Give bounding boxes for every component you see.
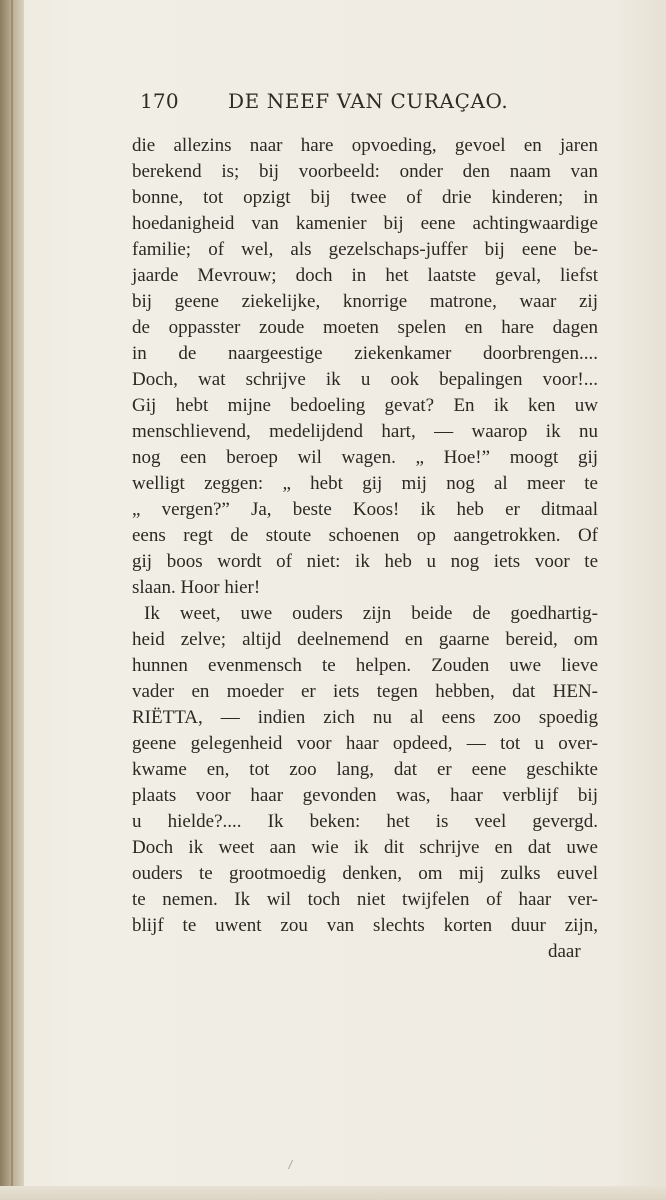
running-header — [140, 89, 510, 119]
text-line: te nemen. Ik wil toch niet twijfelen of haar ver- — [132, 889, 598, 910]
binding-shadow-line — [11, 0, 13, 1200]
catchword: daar — [548, 941, 581, 962]
text-line: geene gelegenheid voor haar opdeed, — tot u over- — [132, 733, 598, 754]
text-line: bonne, tot opzigt bij twee of drie kinderen; in — [132, 187, 598, 208]
text-line: Doch, wat schrijve ik u ook bepalingen voor!... — [132, 369, 598, 390]
text-line: welligt zeggen: „ hebt gij mij nog al meer te — [132, 473, 598, 494]
text-line: hunnen evenmensch te helpen. Zouden uwe lieve — [132, 655, 598, 676]
text-line: RIËTTA, — indien zich nu al eens zoo spoedig — [132, 707, 598, 728]
text-line: gij boos wordt of niet: ik heb u nog iets voor te — [132, 551, 598, 572]
text-line: Ik weet, uwe ouders zijn beide de goedhartig- — [144, 603, 598, 624]
text-line: familie; of wel, als gezelschaps-juffer bij eene be- — [132, 239, 598, 260]
text-line: nog een beroep wil wagen. „ Hoe!” moogt gij — [132, 447, 598, 468]
text-line: bij geene ziekelijke, knorrige matrone, waar zij — [132, 291, 598, 312]
text-line: menschlievend, medelijdend hart, — waarop ik nu — [132, 421, 598, 442]
text-line: die allezins naar hare opvoeding, gevoel en jaren — [132, 135, 598, 156]
text-line: kwame en, tot zoo lang, dat er eene geschikte — [132, 759, 598, 780]
text-line: u hielde?.... Ik beken: het is veel gevergd. — [132, 811, 598, 832]
text-line: „ vergen?” Ja, beste Koos! ik heb er ditmaal — [132, 499, 598, 520]
paper-speck — [288, 1160, 299, 1169]
text-line: eens regt de stoute schoenen op aangetrokken. Of — [132, 525, 598, 546]
text-line: plaats voor haar gevonden was, haar verblijf bij — [132, 785, 598, 806]
text-line: vader en moeder er iets tegen hebben, dat HEN- — [132, 681, 598, 702]
text-line: de oppasster zoude moeten spelen en hare dagen — [132, 317, 598, 338]
text-line: jaarde Mevrouw; doch in het laatste geval, liefst — [132, 265, 598, 286]
text-line: heid zelve; altijd deelnemend en gaarne bereid, om — [132, 629, 598, 650]
running-title: DE NEEF VAN CURAÇAO. — [228, 89, 509, 113]
page-bottom-edge — [0, 1186, 666, 1200]
page-number: 170 — [140, 89, 179, 113]
text-line: Doch ik weet aan wie ik dit schrijve en dat uwe — [132, 837, 598, 858]
text-line: slaan. Hoor hier! — [132, 577, 261, 598]
text-line: Gij hebt mijne bedoeling gevat? En ik ken uw — [132, 395, 598, 416]
body-text — [132, 133, 598, 939]
text-line: in de naargeestige ziekenkamer doorbrengen.... — [132, 343, 598, 364]
text-line: blijf te uwent zou van slechts korten duur zijn, — [132, 915, 598, 936]
text-line: hoedanigheid van kamenier bij eene achtingwaardige — [132, 213, 598, 234]
text-line: ouders te grootmoedig denken, om mij zulks euvel — [132, 863, 598, 884]
text-line: berekend is; bij voorbeeld: onder den naam van — [132, 161, 598, 182]
